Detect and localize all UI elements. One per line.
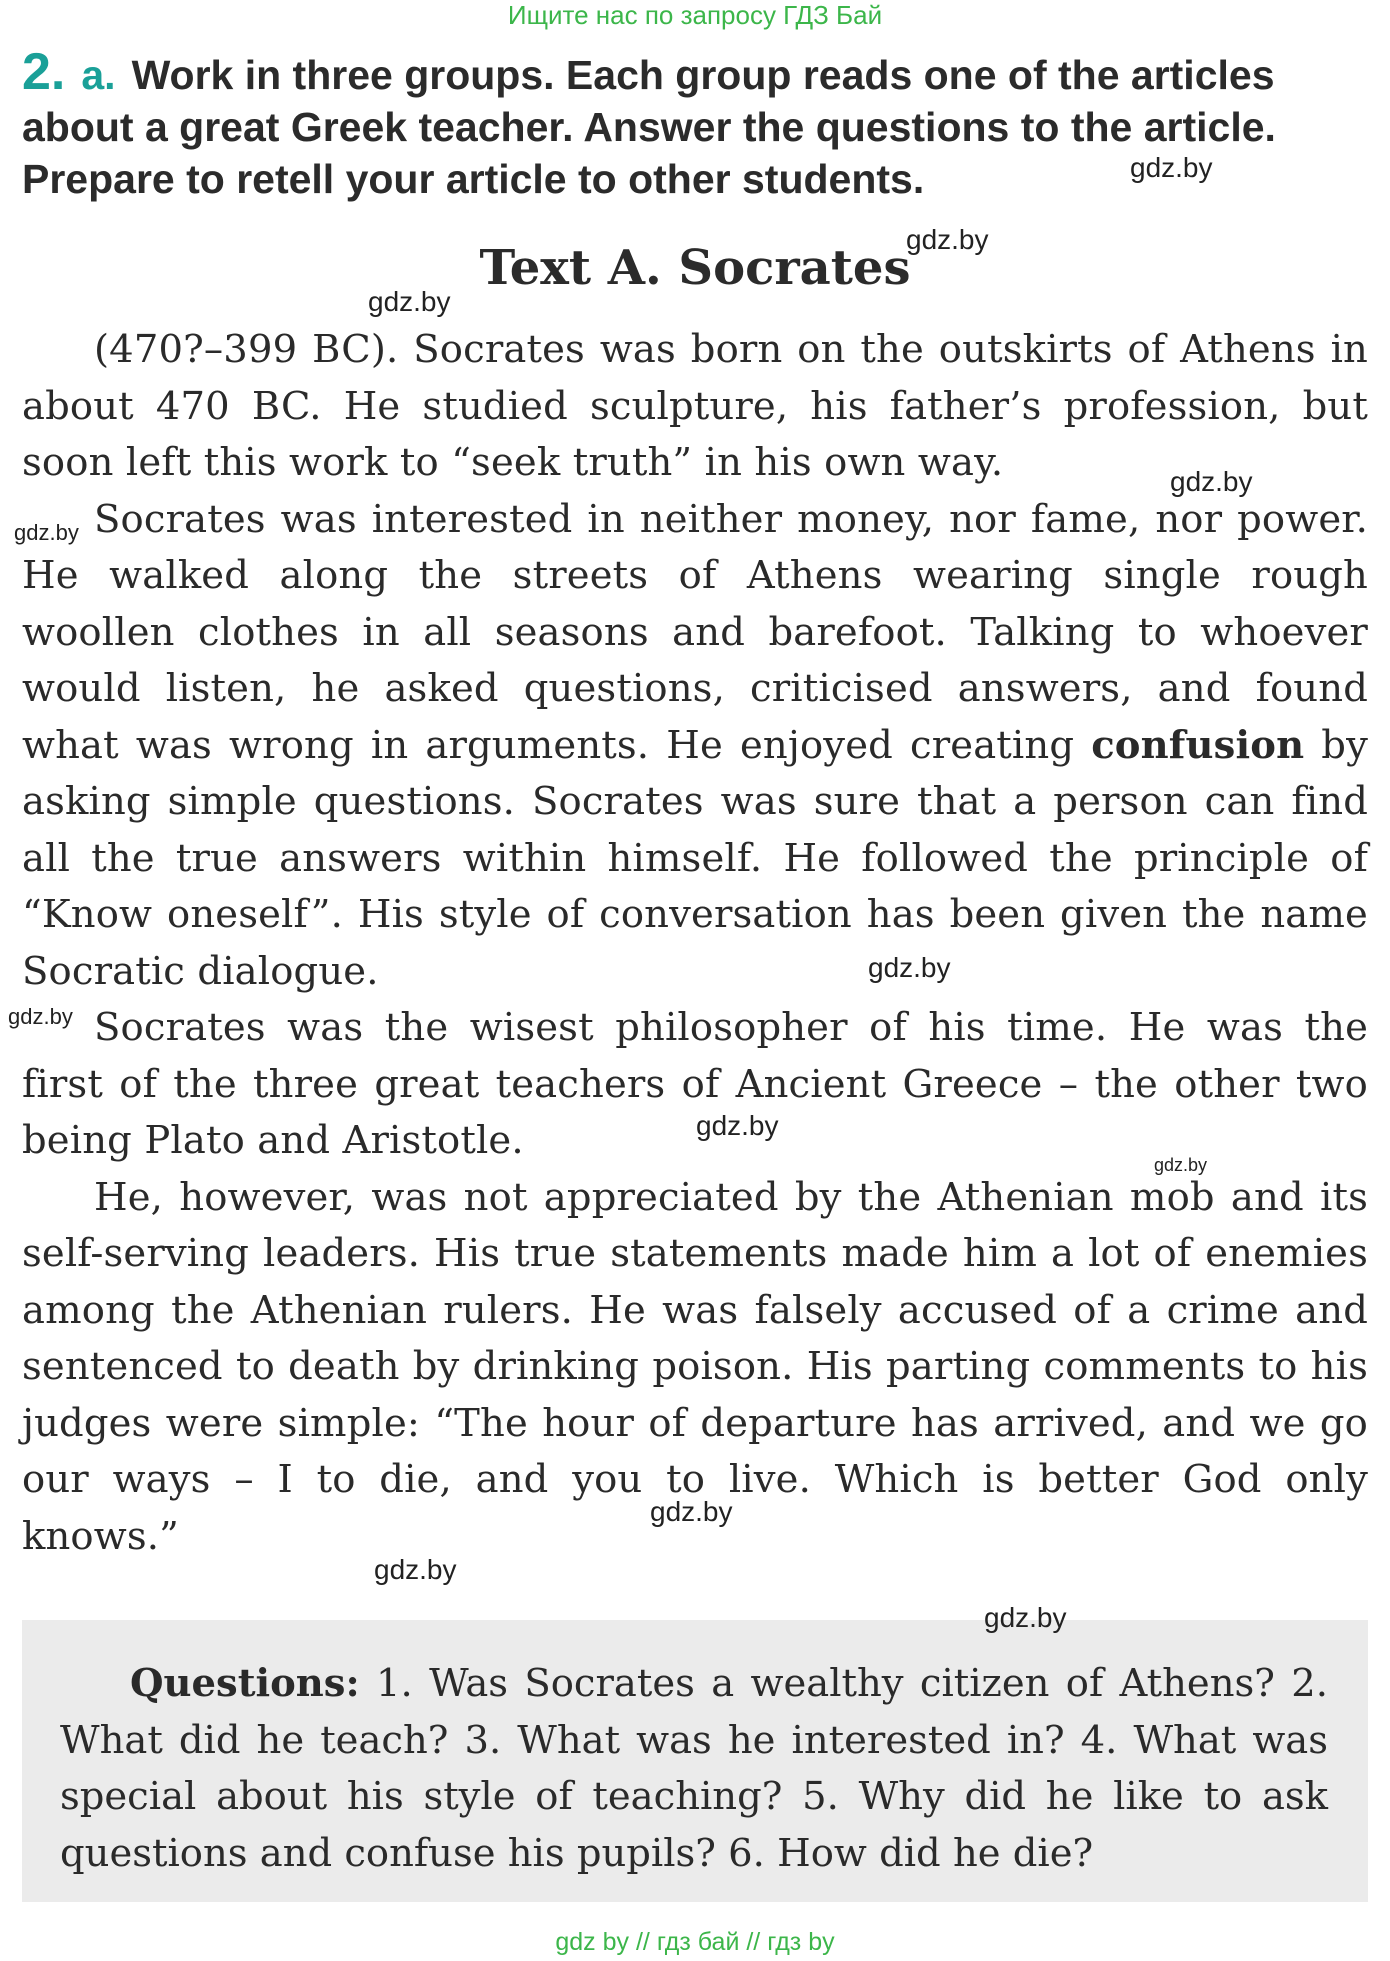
watermark: gdz.by xyxy=(696,1110,779,1141)
watermark: gdz.by xyxy=(868,952,951,983)
paragraph-3 xyxy=(22,1000,1368,1170)
paragraph-2-lead: Socrates was interested in neither money, nor fame, nor power. He walked along the streets of Athens wearing single rough woollen clothes in all seasons and barefoot. Talking to whoever would listen, he asked questions, criticised answers, and found what was wrong in arguments. He enjoyed creating xyxy=(22,496,1368,768)
paragraph-2-bold-term: confusion xyxy=(1091,722,1305,768)
watermark: gdz.by xyxy=(14,520,79,545)
top-banner: Ищите нас по запросу ГДЗ Бай xyxy=(507,0,883,30)
watermark: gdz.by xyxy=(1154,1155,1208,1175)
watermark: gdz.by xyxy=(1130,152,1213,183)
article-title: Text A. Socrates xyxy=(479,240,911,296)
paragraph-1-text: Socrates was born on the outskirts of Athens in about 470 BC. He studied sculpture, his father’s profession, but soon left this work to “seek truth” in his own way. xyxy=(22,327,1368,485)
task-letter: a. xyxy=(81,52,116,98)
paragraph-4-text: He, however, was not appreciated by the Athenian mob and its self-serving leaders. His true statements made him a lot of enemies among the Athenian rulers. He was falsely accused of a crime and sentenced to death by drinking poison. His parting comments to his judges were simple: “The hour of departure has arrived, and we go our ways – I to die, and you to live. Which is better God only knows.” xyxy=(22,1174,1368,1559)
questions-list: 1. Was Socrates a wealthy citizen of Athens? 2. What did he teach? 3. What was he interested in? 4. What was special about his style of teaching? 5. Why did he like to ask questions and confuse his pupils? 6. How did he die? xyxy=(60,1661,1328,1876)
task-number: 2. xyxy=(22,43,66,101)
watermark: gdz.by xyxy=(368,286,451,317)
questions-text xyxy=(60,1656,1328,1882)
paragraph-3-text: Socrates was the wisest philosopher of his time. He was the first of the three great teachers of Ancient Greece – the other two being Plato and Aristotle. xyxy=(22,1005,1368,1163)
article-body xyxy=(22,322,1368,1565)
paragraph-2-text: by asking simple questions. Socrates was sure that a person can find all the true answers within himself. He followed the principle of “Know oneself”. His style of conversation has been given the name Socratic dialogue. xyxy=(22,722,1368,994)
watermark: gdz.by xyxy=(906,224,989,255)
watermark: gdz.by xyxy=(1170,466,1253,497)
paragraph-1-lead: (470?–399 BC). xyxy=(94,327,414,372)
watermark: gdz.by xyxy=(984,1602,1067,1633)
paragraph-1 xyxy=(22,322,1368,492)
watermark: gdz.by xyxy=(374,1554,457,1585)
questions-box xyxy=(22,1620,1368,1902)
questions-label: Questions: xyxy=(130,1661,360,1706)
paragraph-2 xyxy=(22,492,1368,1001)
watermark: gdz.by xyxy=(650,1496,733,1527)
footer: gdz by // гдз бай // гдз by xyxy=(555,1928,835,1956)
watermark: gdz.by xyxy=(8,1004,73,1029)
task-text: Work in three groups. Each group reads one of the articles about a great Greek teacher. Answer the questions to the article. Prepare to retell your article to other students. xyxy=(22,52,1276,202)
